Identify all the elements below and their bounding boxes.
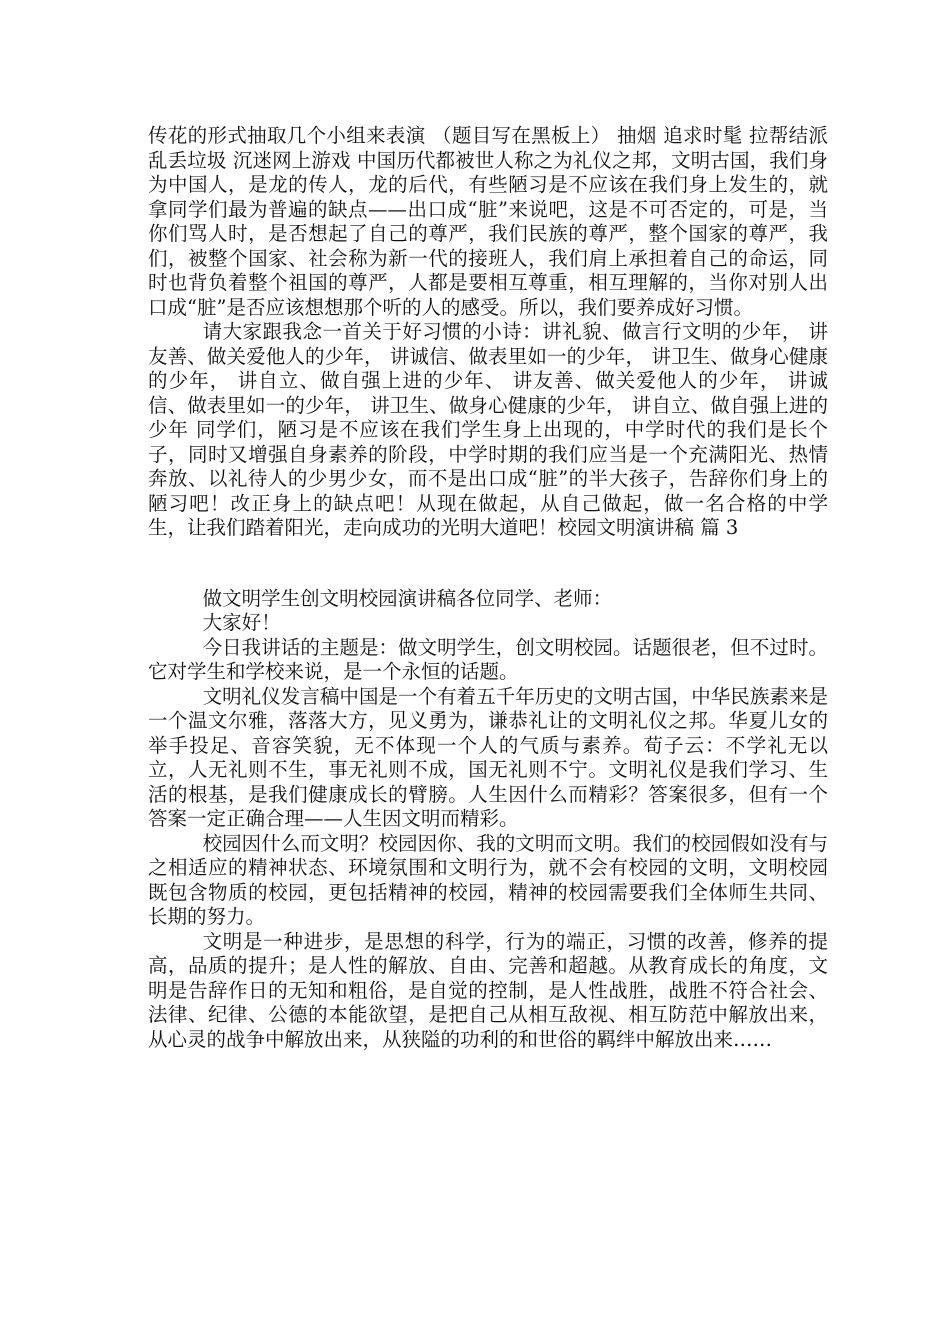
paragraph-continuation: 传花的形式抽取几个小组来表演 （题目写在黑板上） 抽烟 追求时髦 拉帮结派 乱丢垃圾 沉迷网上游戏 中国历代都被世人称之为礼仪之邦，文明古国，我们身为中国人，是龙的传人，龙的后代，有些陋习是不应该在我们身上发生的，就拿同学们最为普遍的缺点——出口成“脏”来说吧，这是不可否定的，可是，当你们骂人时，是否想起了自己的尊严，我们民族的尊严，整个国家的尊严，我们，被整个国家、社会称为新一代的接班人，我们肩上承担着自己的命运，同时也背负着整个祖国的尊严，人都是要相互尊重，相互理解的，当你对别人出口成“脏”是否应该想想那个听的人的感受。所以，我们要养成好习惯。 — [148, 124, 828, 319]
paragraph-topic: 今日我讲话的主题是：做文明学生，创文明校园。话题很老，但不过时。它对学生和学校来说，是一个永恒的话题。 — [148, 635, 828, 683]
paragraph-poem: 请大家跟我念一首关于好习惯的小诗：讲礼貌、做言行文明的少年， 讲友善、做关爱他人的少年， 讲诚信、做表里如一的少年， 讲卫生、做身心健康的少年， 讲自立、做自强上进的少年、 讲友善、做关爱他人的少年， 讲诚信、做表里如一的少年， 讲卫生、做身心健康的少年， 讲自立、做自强上进的少年 同学们，陋习是不应该在我们学生身上出现的，中学时代的我们是长个子，同时又增强自身素养的阶段，中学时期的我们应当是一个充满阳光、热情奔放、以礼待人的少男少女，而不是出口成“脏”的半大孩子，告辞你们身上的陋习吧！改正身上的缺点吧！从现在做起，从自己做起，做一名合格的中学生，让我们踏着阳光，走向成功的光明大道吧！校园文明演讲稿 篇 3 — [148, 320, 828, 539]
document-body — [148, 124, 828, 1052]
section-gap — [148, 541, 828, 587]
section-title: 做文明学生创文明校园演讲稿各位同学、老师： — [202, 586, 613, 610]
paragraph-civilization: 文明是一种进步，是思想的科学，行为的端正，习惯的改善，修养的提高，品质的提升；是人性的解放、自由、完善和超越。从教育成长的角度，文明是告辞作日的无知和粗俗，是自觉的控制，是人性战胜，战胜不符合社会、法律、纪律、公德的本能欲望，是把自己从相互敌视、相互防范中解放出来，从心灵的战争中解放出来，从狭隘的功利的和世俗的羁绊中解放出来…… — [148, 929, 828, 1051]
paragraph-etiquette: 文明礼仪发言稿中国是一个有着五千年历史的文明古国，中华民族素来是一个温文尔雅，落落大方，见义勇为，谦恭礼让的文明礼仪之邦。华夏儿女的举手投足、音容笑貌，无不体现一个人的气质与素养。荀子云：不学礼无以立，人无礼则不生，事无礼则不成，国无礼则不宁。文明礼仪是我们学习、生活的根基，是我们健康成长的臂膀。人生因什么而精彩？答案很多，但有一个答案一定正确合理——人生因文明而精彩。 — [148, 684, 828, 830]
paragraph-campus: 校园因什么而文明？校园因你、我的文明而文明。我们的校园假如没有与之相适应的精神状态、环境氛围和文明行为，就不会有校园的文明，文明校园既包含物质的校园，更包括精神的校园，精神的校园需要我们全体师生共同、长期的努力。 — [148, 831, 828, 928]
greeting: 大家好！ — [202, 611, 281, 634]
